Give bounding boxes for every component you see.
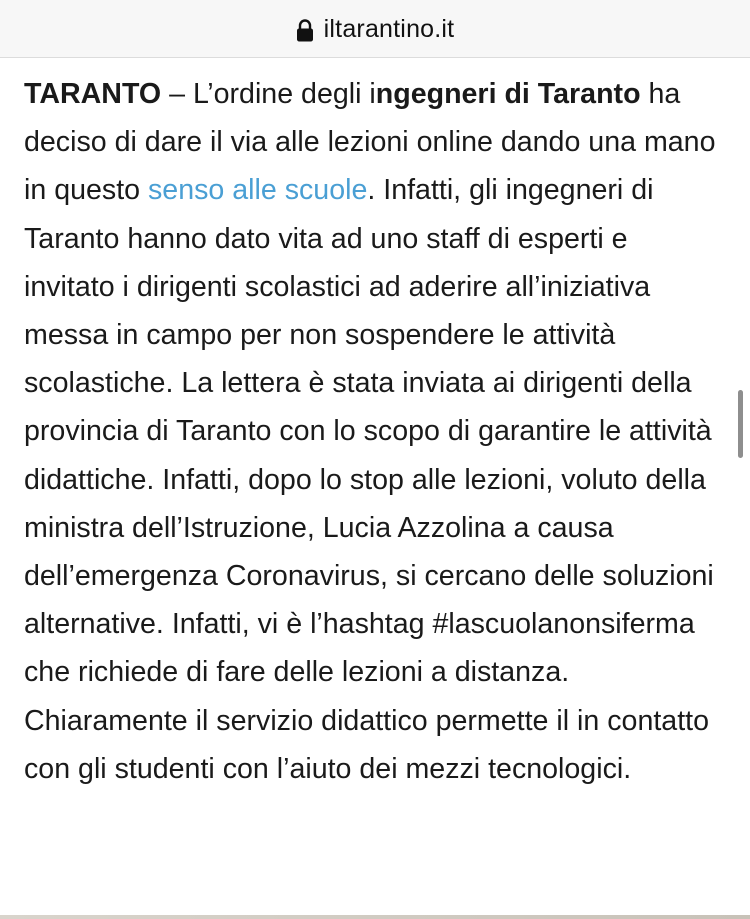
intro-text: L’ordine degli i (192, 78, 376, 110)
body-text-2: . Infatti, gli ingegneri di Taranto hanno dato vita ad uno staff di esperti e invitato i dirigenti scolastici ad aderire all’iniziativa messa in campo per non sospendere le attività scolastiche. La lettera è stata inviata ai dirigenti della provincia di Taranto con lo scopo di garantire le attività didattiche. Infatti, dopo lo stop alle lezioni, voluto della ministra dell’Istruzione, Lucia Azzolina a causa dell’emergenza Coronavirus, si cercano delle soluzioni alternative. Infatti, vi è l’hashtag #lascuolanonsiferma che richiede di fare delle lezioni a distanza. Chiaramente il servizio didattico permette il in contatto con gli studenti con l’aiuto dei mezzi tecnologici. (24, 174, 714, 785)
body-text-1: ha deciso di dare il via alle lezioni online dando una mano in questo (24, 78, 716, 207)
lock-icon (296, 18, 314, 42)
article-body (24, 70, 724, 793)
dateline: TARANTO (24, 78, 162, 110)
scrollbar[interactable] (738, 390, 743, 458)
bottom-divider (0, 915, 750, 919)
intro-bold-text: ngegneri di Taranto (375, 78, 641, 110)
url-display[interactable] (296, 15, 455, 44)
schools-link[interactable]: senso alle scuole (148, 174, 368, 207)
address-bar[interactable] (0, 0, 750, 58)
url-text: iltarantino.it (323, 15, 455, 43)
dateline-dash: – (161, 78, 193, 110)
article-paragraph (24, 70, 724, 793)
